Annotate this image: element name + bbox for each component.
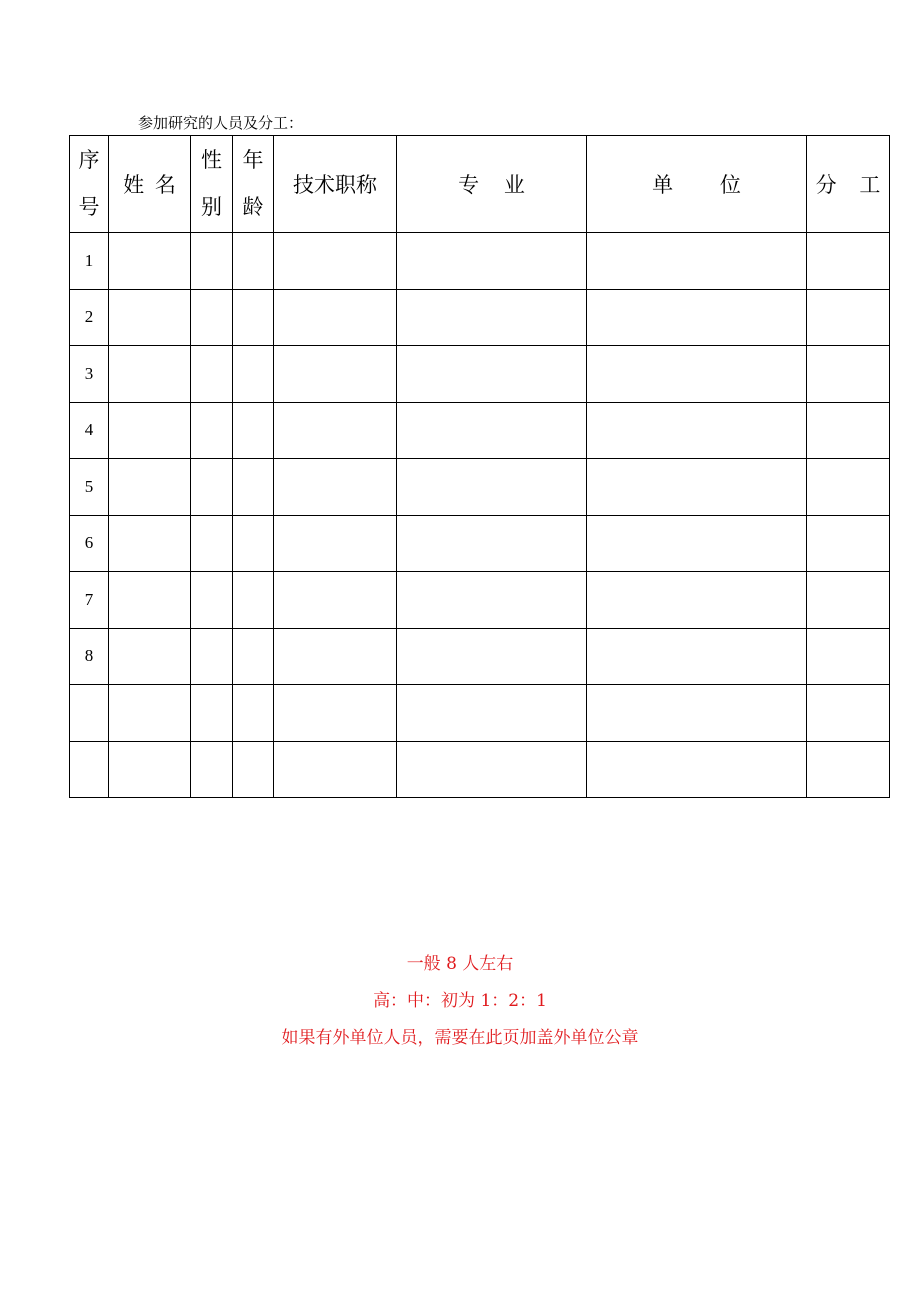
row-seq-cell: 3: [70, 346, 109, 403]
red-notes: [0, 946, 920, 1057]
major-cell[interactable]: [397, 289, 587, 346]
major-cell[interactable]: [397, 233, 587, 290]
gender-cell[interactable]: [191, 402, 233, 459]
duty-cell[interactable]: [807, 628, 890, 685]
unit-cell[interactable]: [587, 628, 807, 685]
title-cell[interactable]: [274, 572, 397, 629]
age-cell[interactable]: [233, 459, 274, 516]
name-cell[interactable]: [109, 515, 191, 572]
duty-cell[interactable]: [807, 289, 890, 346]
name-cell[interactable]: [109, 233, 191, 290]
header-major: [397, 136, 587, 233]
header-age: [233, 136, 274, 233]
header-gender-bottom: 别: [201, 195, 222, 219]
unit-cell[interactable]: [587, 685, 807, 742]
duty-cell[interactable]: [807, 402, 890, 459]
row-seq-cell: [70, 685, 109, 742]
header-age-top: 年: [242, 148, 264, 172]
note-ratio: 高：中：初为 1：2：1: [373, 991, 547, 1011]
gender-cell[interactable]: [191, 289, 233, 346]
title-cell[interactable]: [274, 402, 397, 459]
major-cell[interactable]: [397, 515, 587, 572]
age-cell[interactable]: [233, 402, 274, 459]
duty-cell[interactable]: [807, 572, 890, 629]
header-name-label: 姓 名: [123, 173, 176, 197]
duty-cell[interactable]: [807, 741, 890, 798]
title-cell[interactable]: [274, 515, 397, 572]
table-row: [70, 741, 890, 798]
table-row: [70, 628, 890, 685]
major-cell[interactable]: [397, 402, 587, 459]
major-cell[interactable]: [397, 741, 587, 798]
table-row: [70, 402, 890, 459]
name-cell[interactable]: [109, 741, 191, 798]
age-cell[interactable]: [233, 741, 274, 798]
gender-cell[interactable]: [191, 233, 233, 290]
note-seal: 如果有外单位人员，需要在此页加盖外单位公章: [281, 1028, 639, 1048]
duty-cell[interactable]: [807, 346, 890, 403]
name-cell[interactable]: [109, 459, 191, 516]
row-seq-cell: 1: [70, 233, 109, 290]
table-row: [70, 289, 890, 346]
header-age-bottom: 龄: [242, 195, 264, 219]
title-cell[interactable]: [274, 346, 397, 403]
table-row: [70, 515, 890, 572]
header-duty-label: 分 工: [815, 173, 881, 197]
name-cell[interactable]: [109, 572, 191, 629]
unit-cell[interactable]: [587, 346, 807, 403]
personnel-table: [69, 135, 890, 798]
header-title-label: 技术职称: [293, 173, 377, 197]
table-caption: 参加研究的人员及分工：: [138, 114, 304, 132]
duty-cell[interactable]: [807, 685, 890, 742]
title-cell[interactable]: [274, 289, 397, 346]
title-cell[interactable]: [274, 741, 397, 798]
table-row: [70, 685, 890, 742]
name-cell[interactable]: [109, 402, 191, 459]
name-cell[interactable]: [109, 289, 191, 346]
header-unit: [587, 136, 807, 233]
row-seq-cell: 5: [70, 459, 109, 516]
title-cell[interactable]: [274, 685, 397, 742]
title-cell[interactable]: [274, 233, 397, 290]
major-cell[interactable]: [397, 459, 587, 516]
age-cell[interactable]: [233, 346, 274, 403]
title-cell[interactable]: [274, 459, 397, 516]
unit-cell[interactable]: [587, 741, 807, 798]
major-cell[interactable]: [397, 628, 587, 685]
row-seq-cell: 6: [70, 515, 109, 572]
age-cell[interactable]: [233, 289, 274, 346]
header-gender-top: 性: [201, 148, 222, 172]
unit-cell[interactable]: [587, 572, 807, 629]
header-gender: [191, 136, 233, 233]
age-cell[interactable]: [233, 515, 274, 572]
duty-cell[interactable]: [807, 515, 890, 572]
header-title: [274, 136, 397, 233]
header-unit-label: 单 位: [652, 173, 741, 197]
unit-cell[interactable]: [587, 515, 807, 572]
title-cell[interactable]: [274, 628, 397, 685]
row-seq-cell: 7: [70, 572, 109, 629]
header-duty: [807, 136, 890, 233]
age-cell[interactable]: [233, 233, 274, 290]
major-cell[interactable]: [397, 685, 587, 742]
unit-cell[interactable]: [587, 289, 807, 346]
row-seq-cell: 4: [70, 402, 109, 459]
name-cell[interactable]: [109, 346, 191, 403]
major-cell[interactable]: [397, 346, 587, 403]
name-cell[interactable]: [109, 685, 191, 742]
gender-cell[interactable]: [191, 628, 233, 685]
duty-cell[interactable]: [807, 459, 890, 516]
age-cell[interactable]: [233, 685, 274, 742]
table-row: [70, 572, 890, 629]
header-major-label: 专 业: [458, 173, 525, 197]
row-seq-cell: 8: [70, 628, 109, 685]
header-seq-top: 序: [78, 148, 100, 172]
gender-cell[interactable]: [191, 515, 233, 572]
gender-cell[interactable]: [191, 685, 233, 742]
note-headcount: 一般 8 人左右: [406, 954, 514, 974]
gender-cell[interactable]: [191, 741, 233, 798]
gender-cell[interactable]: [191, 572, 233, 629]
name-cell[interactable]: [109, 628, 191, 685]
unit-cell[interactable]: [587, 402, 807, 459]
header-seq: [70, 136, 109, 233]
table-row: [70, 233, 890, 290]
table-row: [70, 346, 890, 403]
gender-cell[interactable]: [191, 346, 233, 403]
row-seq-cell: [70, 741, 109, 798]
gender-cell[interactable]: [191, 459, 233, 516]
table-row: [70, 459, 890, 516]
major-cell[interactable]: [397, 572, 587, 629]
age-cell[interactable]: [233, 628, 274, 685]
age-cell[interactable]: [233, 572, 274, 629]
row-seq-cell: 2: [70, 289, 109, 346]
duty-cell[interactable]: [807, 233, 890, 290]
header-seq-bottom: 号: [78, 195, 100, 219]
unit-cell[interactable]: [587, 459, 807, 516]
header-name: [109, 136, 191, 233]
unit-cell[interactable]: [587, 233, 807, 290]
header-row: [70, 136, 890, 233]
